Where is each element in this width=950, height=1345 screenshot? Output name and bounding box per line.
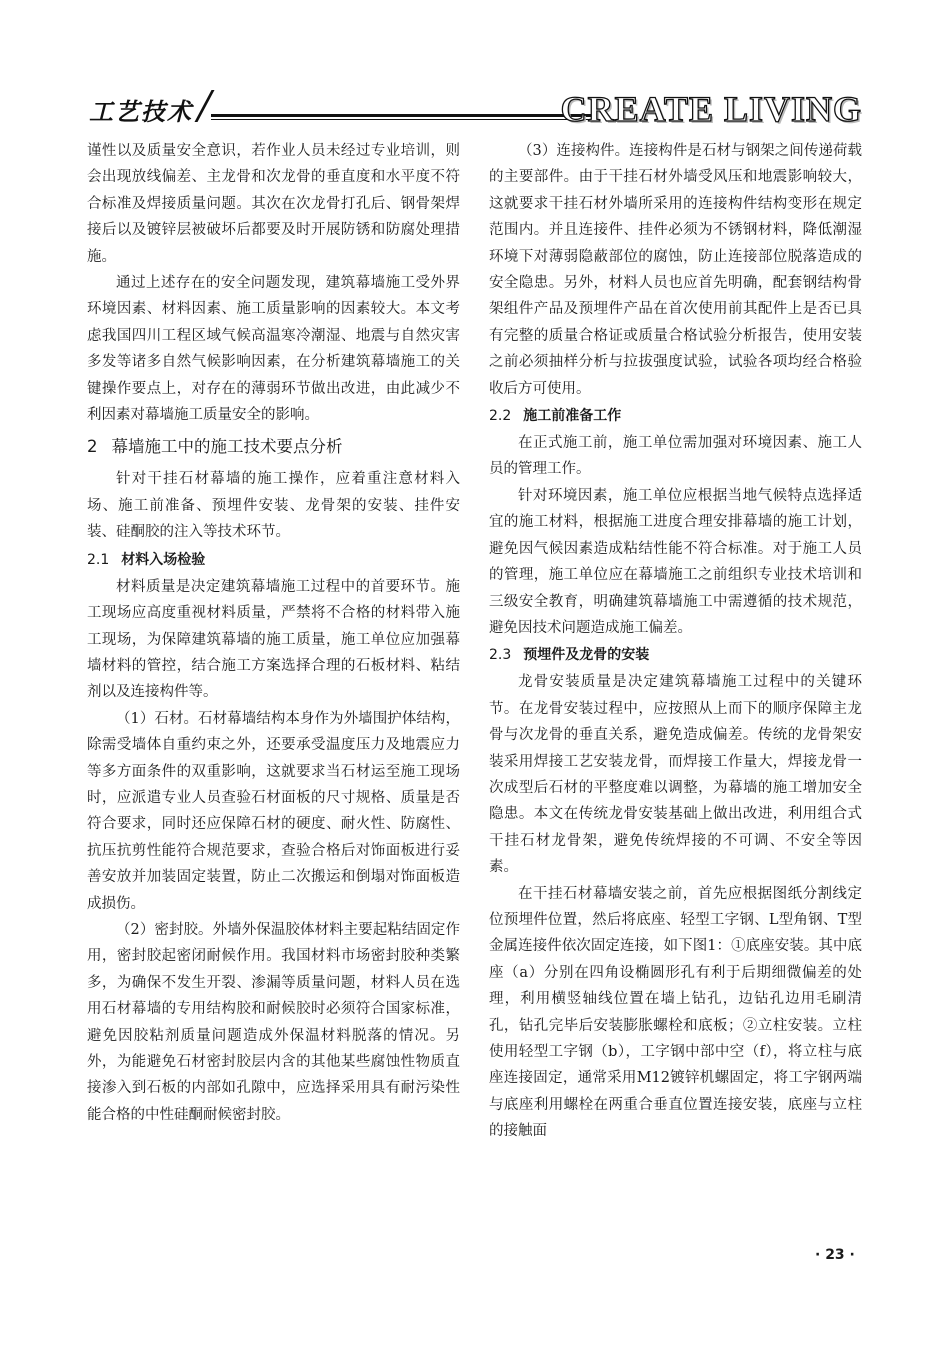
paragraph: 谨性以及质量安全意识，若作业人员未经过专业培训，则会出现放线偏差、主龙骨和次龙骨的垂直度和水平度不符合标准及焊接质量问题。其次在次龙骨打孔后、钢骨架焊接后以及镀锌层被破坏后都要及时开展防锈和防腐处理措施。 — [87, 143, 460, 265]
header-rule-thin — [211, 119, 591, 120]
section-label: 工艺技术 — [89, 98, 193, 126]
page-header — [87, 88, 862, 128]
paragraph: （2）密封胶。外墙外保温胶体材料主要起粘结固定作用，密封胶起密闭耐候作用。我国材料市场密封胶种类繁多，为确保不发生开裂、渗漏等质量问题，材料人员在选用石材幕墙的专用结构胶和耐候胶时必须符合国家标准，避免因胶粘剂质量问题造成外保温材料脱落的情况。另外，为能避免石材密封胶层内含的其他某些腐蚀性物质直接渗入到石板的内部如孔隙中，应选择采用具有耐污染性能合格的中性硅酮耐候密封胶。 — [87, 921, 460, 1123]
section-title: 幕墙施工中的施工技术要点分析 — [111, 437, 343, 457]
magazine-title: CREATE LIVING — [560, 89, 862, 129]
section-heading-2 — [87, 430, 460, 464]
paragraph: 针对环境因素，施工单位应根据当地气候特点选择适宜的施工材料，根据施工进度合理安排幕墙的施工计划，避免因气候因素造成粘结性能不符合标准。对于施工人员的管理，施工单位应在幕墙施工之前组织专业技术培训和三级安全教育，明确建筑幕墙施工中需遵循的技术规范，避免因技术问题造成施工偏差。 — [489, 487, 862, 636]
right-column — [489, 138, 862, 1145]
paragraph: 龙骨安装质量是决定建筑幕墙施工过程中的关键环节。在龙骨安装过程中，应按照从上而下的顺序保障主龙骨与次龙骨的垂直关系，避免造成偏差。传统的龙骨架安装采用焊接工艺安装龙骨，而焊接工作量大，焊接龙骨一次成型后石材的平整度难以调整，为幕墙的施工增加安全隐患。本文在传统龙骨安装基础上做出改进，利用组合式干挂石材龙骨架，避免传统焊接的不可调、不安全等因素。 — [489, 674, 862, 876]
section-title: 预埋件及龙骨的安装 — [523, 647, 650, 664]
header-slash-divider — [194, 90, 214, 122]
left-column — [87, 138, 460, 1128]
paragraph: 针对干挂石材幕墙的施工操作，应着重注意材料入场、施工前准备、预埋件安装、龙骨架的安装、挂件安装、硅酮胶的注入等技术环节。 — [87, 471, 460, 541]
section-number: 2.1 — [87, 551, 110, 568]
section-title: 施工前准备工作 — [523, 408, 622, 425]
section-number: 2.3 — [489, 647, 512, 664]
section-heading-2-1 — [87, 546, 460, 574]
paragraph: （1）石材。石材幕墙结构本身作为外墙围护体结构，除需受墙体自重约束之外，还要承受温度压力及地震应力等多方面条件的双重影响，这就要求当石材运至施工现场时，应派遣专业人员查验石材面板的尺寸规格、质量是否符合要求，同时还应保障石材的硬度、耐火性、防腐性、抗压抗剪性能符合规范要求，查验合格后对饰面板进行妥善安放并加装固定装置，防止二次搬运和倒塌对饰面板造成损伤。 — [87, 710, 460, 912]
page-number: · 23 · — [815, 1247, 855, 1263]
paragraph: 在正式施工前，施工单位需加强对环境因素、施工人员的管理工作。 — [489, 435, 862, 478]
section-title: 材料入场检验 — [121, 551, 206, 568]
paragraph: 材料质量是决定建筑幕墙施工过程中的首要环节。施工现场应高度重视材料质量，严禁将不合格的材料带入施工现场，为保障建筑幕墙的施工质量，施工单位应加强幕墙材料的管控，结合施工方案选择合理的石板材料、粘结剂以及连接构件等。 — [87, 578, 460, 701]
section-heading-2-2 — [489, 402, 862, 430]
paragraph: 通过上述存在的安全问题发现，建筑幕墙施工受外界环境因素、材料因素、施工质量影响的因素较大。本文考虑我国四川工程区域气候高温寒冷潮湿、地震与自然灾害多发等诸多自然气候影响因素，在分析建筑幕墙施工的关键操作要点上，对存在的薄弱环节做出改进，由此减少不利因素对幕墙施工质量安全的影响。 — [87, 275, 460, 424]
section-heading-2-3 — [489, 641, 862, 669]
paragraph: 在干挂石材幕墙安装之前，首先应根据图纸分割线定位预埋件位置，然后将底座、轻型工字钢、L型角钢、T型金属连接件依次固定连接，如下图1：①底座安装。其中底座（a）分别在四角设椭圆形孔有利于后期细微偏差的处理，利用横竖轴线位置在墙上钻孔，边钻孔边用毛刷清孔，钻孔完毕后安装膨胀螺栓和底板；②立柱安装。立柱使用轻型工字钢（b），工字钢中部中空（f），将立柱与底座连接固定，通常采用M12镀锌机螺固定，将工字钢两端与底座利用螺栓在两重合垂直位置连接安装，底座与立柱的接触面 — [489, 885, 862, 1140]
section-number: 2 — [87, 437, 98, 457]
header-rule — [211, 114, 591, 117]
section-number: 2.2 — [489, 408, 512, 425]
paragraph: （3）连接构件。连接构件是石材与钢架之间传递荷载的主要部件。由于干挂石材外墙受风压和地震影响较大，这就要求干挂石材外墙所采用的连接构件结构变形在规定范围内。并且连接件、挂件必须为不锈钢材料，降低潮湿环境下对薄弱隐蔽部位的腐蚀，防止连接部位脱落造成的安全隐患。另外，材料人员也应首先明确，配套钢结构骨架组件产品及预埋件产品在首次使用前其配件上是否已具有完整的质量合格证或质量合格试验分析报告，使用安装之前必须抽样分析与拉拔强度试验，试验各项均经合格验收后方可使用。 — [489, 143, 862, 397]
